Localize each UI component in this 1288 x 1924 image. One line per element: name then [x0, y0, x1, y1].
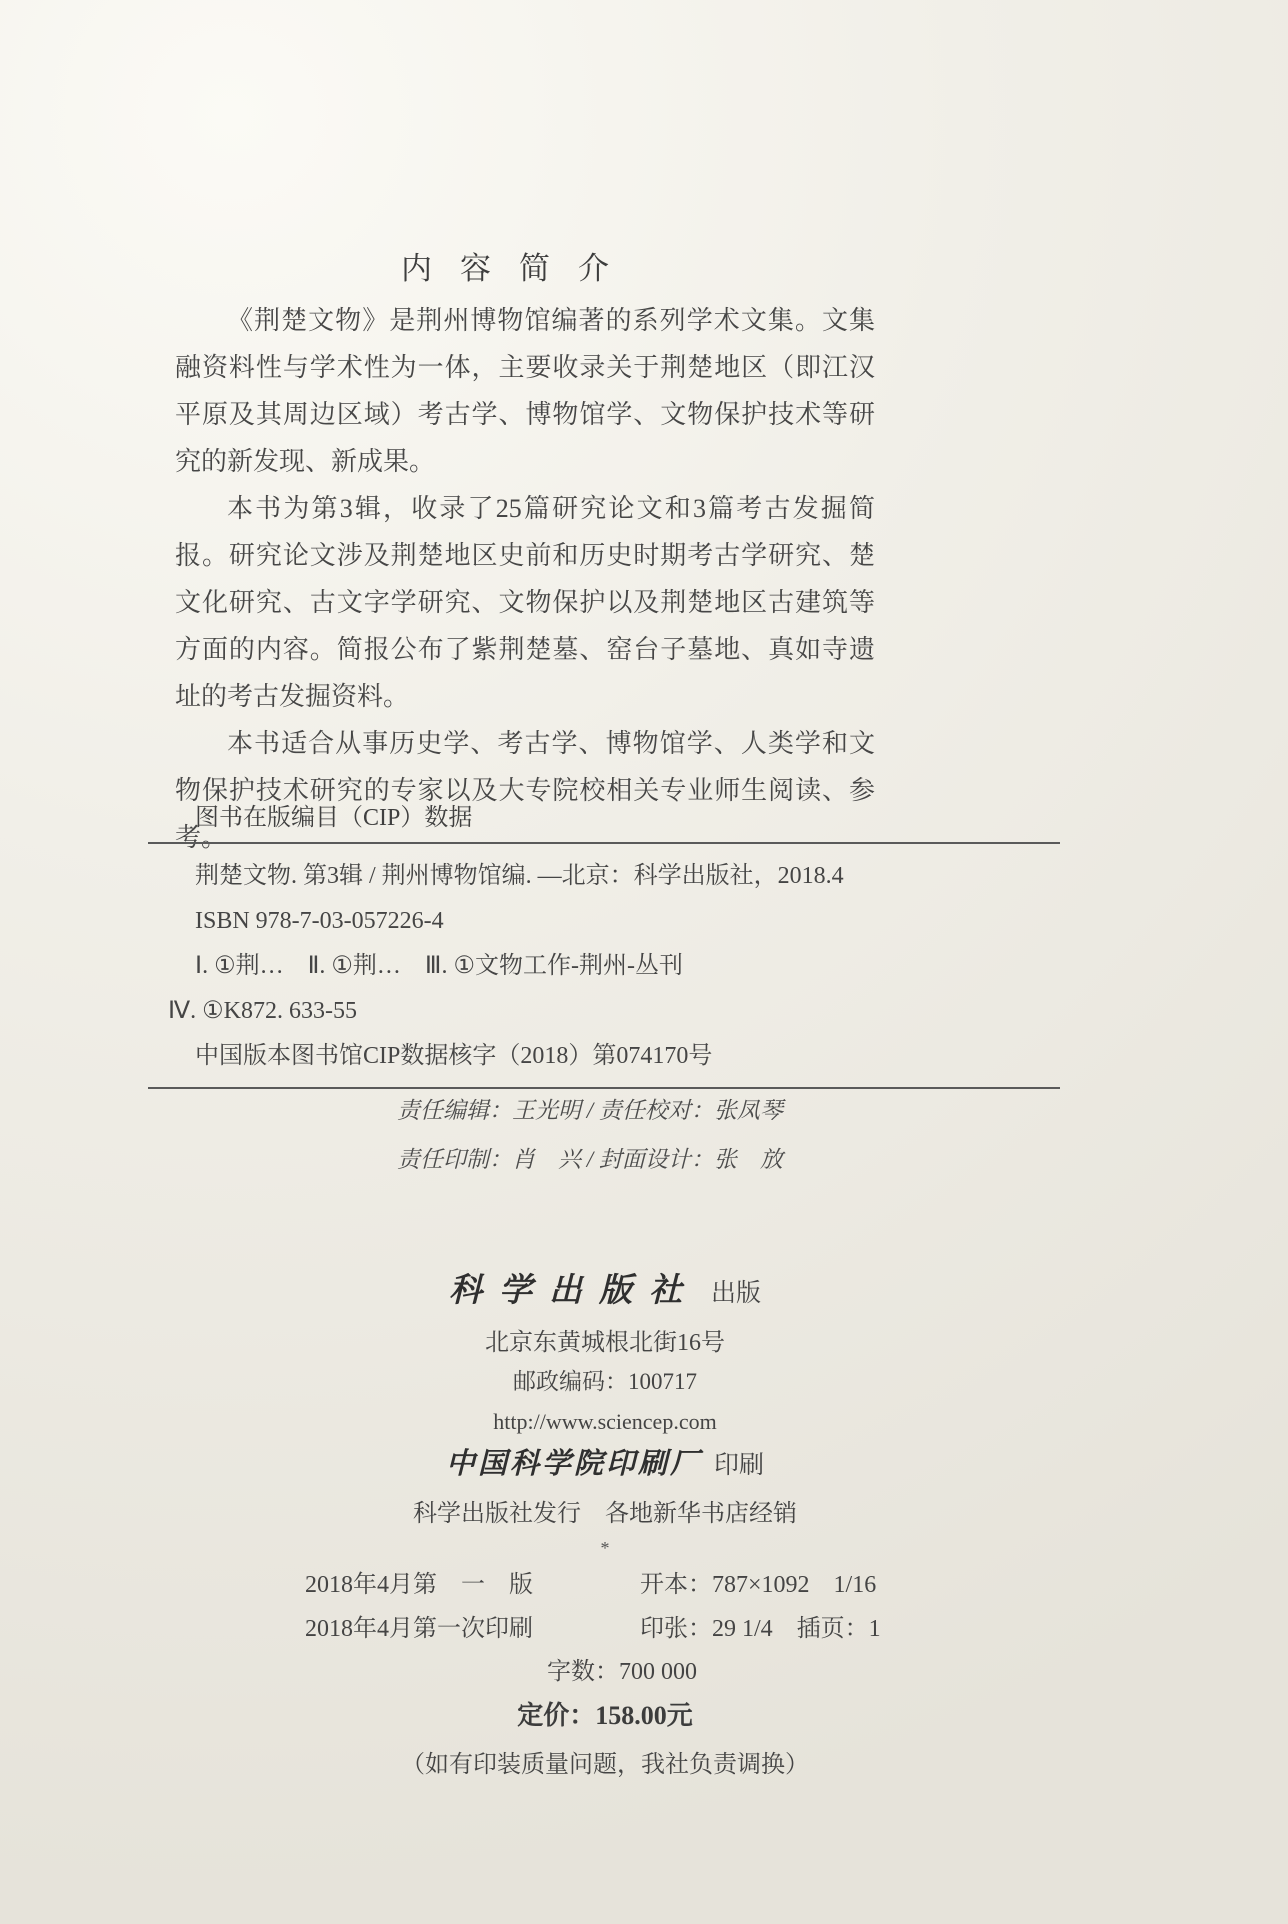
cip-classification-line: Ⅰ. ①荆… Ⅱ. ①荆… Ⅲ. ①文物工作-荆州-丛刊 — [195, 953, 683, 979]
word-count: 字数：700 000 — [547, 1659, 697, 1685]
format-spec: 开本：787×1092 1/16 — [640, 1572, 877, 1598]
publisher-website: http://www.sciencep.com — [493, 1409, 717, 1434]
cip-title-line: 荆楚文物. 第3辑 / 荆州博物馆编. —北京：科学出版社，2018.4 — [195, 863, 844, 889]
quality-note: （如有印装质量问题，我社负责调换） — [401, 1752, 809, 1778]
imprint-block — [0, 1270, 1210, 1785]
cip-data-block — [148, 797, 1060, 1089]
sheets-spec: 印张：29 1/4 插页：1 — [640, 1616, 881, 1642]
printer-role-label: 印刷 — [714, 1452, 765, 1479]
summary-paragraph: 《荆楚文物》是荆州博物馆编著的系列学术文集。文集融资料性与学术性为一体，主要收录关于荆楚地区（即江汉平原及其周边区域）考古学、博物馆学、文物保护技术等研究的新发现、新成果。 — [175, 306, 875, 476]
publisher-line — [0, 1270, 1210, 1318]
credits-printing-line: 责任印制：肖 兴 / 封面设计：张 放 — [397, 1147, 783, 1172]
printer-line — [0, 1444, 1210, 1489]
printing-date: 2018年4月第一次印刷 — [305, 1616, 533, 1642]
edition-row — [305, 1607, 1210, 1651]
cip-heading: 图书在版编目（CIP）数据 — [195, 805, 473, 831]
separator-star: * — [600, 1538, 610, 1558]
cip-registration-line: 中国版本图书馆CIP数据核字（2018）第074170号 — [195, 1043, 713, 1069]
content-summary — [175, 297, 875, 861]
publisher-role-label: 出版 — [710, 1280, 761, 1307]
cip-lines — [148, 844, 1060, 1087]
publisher-address: 北京东黄城根北街16号 — [485, 1330, 725, 1356]
cip-call-number-line: Ⅳ. ①K872. 633-55 — [168, 998, 357, 1024]
price: 定价：158.00元 — [517, 1701, 693, 1730]
cip-isbn-line: ISBN 978-7-03-057226-4 — [195, 908, 444, 934]
page-title: 内容简介 — [401, 251, 637, 286]
edition-info — [0, 1563, 1210, 1651]
edition-row — [305, 1563, 1210, 1607]
publisher-logo: 科学出版社 — [448, 1273, 699, 1309]
distribution-line: 科学出版社发行 各地新华书店经销 — [413, 1501, 797, 1527]
credits-editor-line: 责任编辑：王光明 / 责任校对：张凤琴 — [397, 1098, 783, 1123]
staff-credits — [0, 1086, 1180, 1184]
publisher-postcode: 邮政编码：100717 — [513, 1369, 697, 1394]
summary-paragraph: 本书为第3辑，收录了25篇研究论文和3篇考古发掘简报。研究论文涉及荆楚地区史前和历史时期考古学研究、楚文化研究、古文字学研究、文物保护以及荆楚地区古建筑等方面的内容。简报公布了紫荆楚墓、窑台子墓地、真如寺遗址的考古发掘资料。 — [175, 494, 875, 711]
summary-paragraph: 本书适合从事历史学、考古学、博物馆学、人类学和文物保护技术研究的专家以及大专院校相关专业师生阅读、参考。 — [175, 729, 875, 852]
printer-logo: 中国科学院印刷厂 — [445, 1448, 702, 1480]
edition-date: 2018年4月第 一 版 — [305, 1572, 533, 1598]
